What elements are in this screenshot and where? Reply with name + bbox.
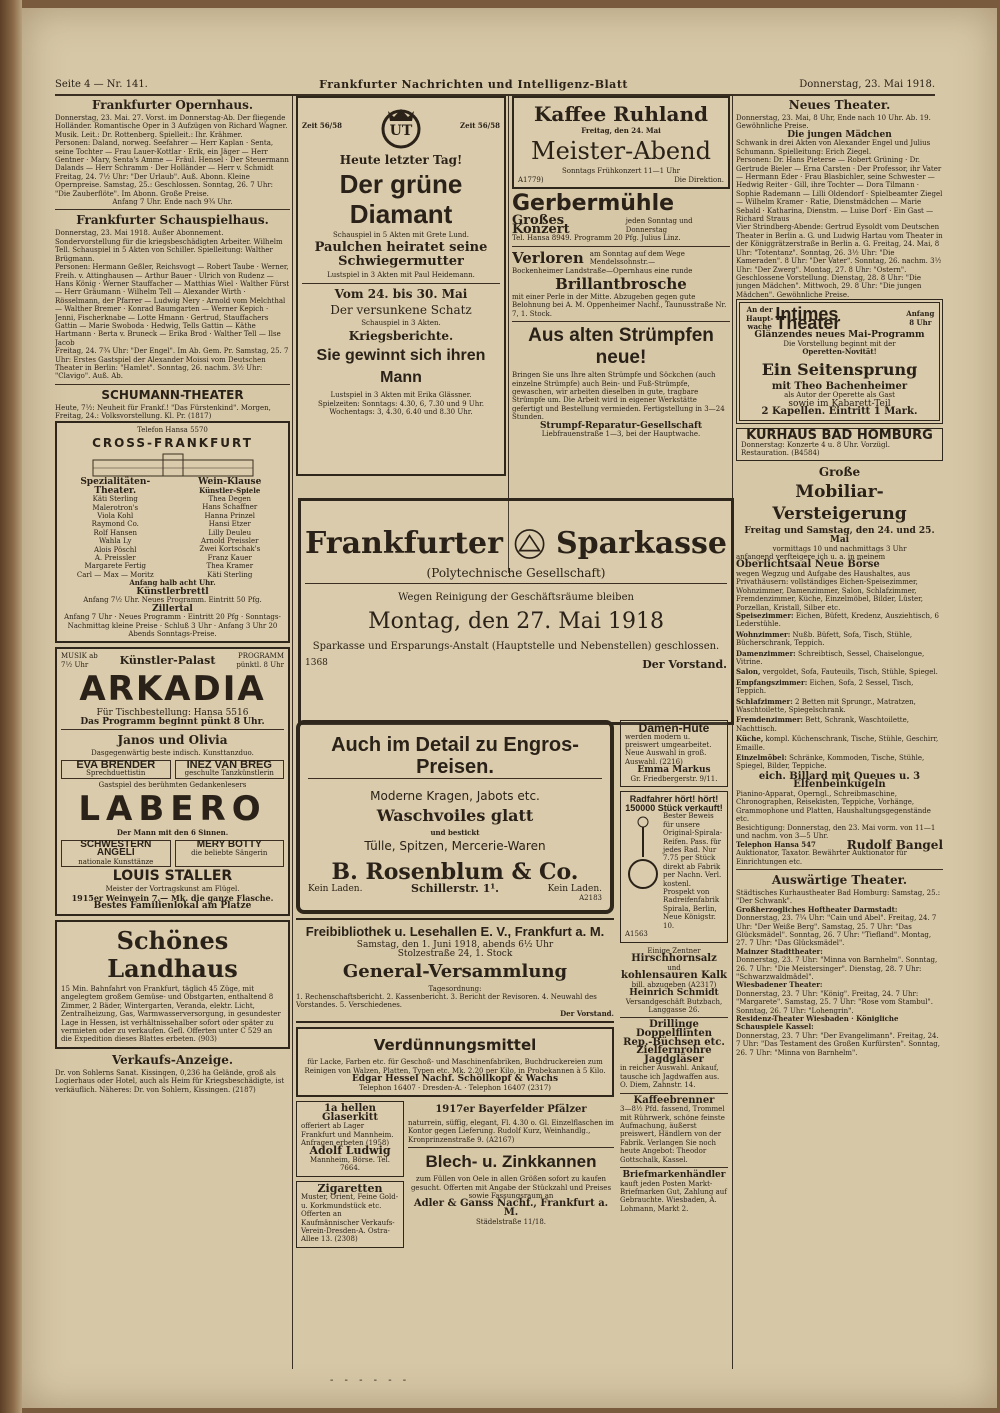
gerber-days: jeden Sonntag und Donnerstag — [625, 217, 693, 234]
kurhaus-ad — [736, 428, 943, 461]
mob-einzel: Einzelmöbel: — [736, 753, 787, 763]
gerber-tel: Tel. Hansa 8949. Programm 20 Pfg. Julius Linz. — [512, 234, 681, 243]
rosenblum: B. Rosenblum & Co. — [331, 859, 579, 886]
kaffee-sun: Sonntags Frühkonzert 11—1 Uhr — [561, 167, 681, 176]
kurhaus-title: KURHAUS BAD HOMBURG — [746, 427, 933, 443]
landhaus-title: Schönes Landhaus — [107, 925, 238, 983]
blech-ad — [408, 1151, 614, 1226]
mob-body: wegen Wegzug und Aufgabe des Haushaltes, aus Privathäusern: vollständiges Eichen-Speisezimmer, Wohnzimmer, Damenzimmer, Salon, Schlafzimmer, Fremdenzimmer, Küche, Einzelmöbel, Bilder, Lüster, Porzellan, Kristall, Silber etc. — [736, 569, 923, 612]
frei-list: 1. Rechenschaftsbericht. 2. Kassenbericht. 3. Bericht der Revisoren. 4. Neuwahl des Vorstandes. 5. Verschiedenes. — [296, 993, 597, 1010]
pfaelzer-body: naturrein, süffig, elegant, Fl. 4.30 o. Gl. Einzelflaschen im Kontor gegen Lieferung. Rudolf Kurz, Weinhandlg., Kronprinzenstraße 9. (A2167) — [408, 1119, 614, 1144]
weinwein: 1915er Weinwein 7.— Mk. die ganze Flasche. — [71, 892, 274, 903]
frei-date: Samstag, den 1. Juni 1918, abends 6½ Uhr — [356, 940, 554, 951]
spark-date: Montag, den 27. Mai 1918 — [368, 609, 664, 634]
column-rule — [292, 96, 293, 1369]
neues-title: Neues Theater. — [788, 98, 891, 112]
act: Carl — Max — Moritz — [76, 570, 154, 579]
telefon: Telefon Hansa 5570 — [137, 425, 208, 434]
sparkasse-ad — [298, 498, 734, 725]
seitensprung: Ein Seitensprung — [761, 359, 918, 379]
labero-top: Gastspiel des berühmten Gedankenlesers — [98, 780, 247, 789]
zigaretten-ad — [296, 1181, 404, 1248]
act: Alois Pöschl — [94, 545, 137, 554]
landhaus-ad — [55, 920, 290, 1049]
intimes-left: An der Haupt-wache — [746, 305, 774, 331]
labero: LABERO — [78, 789, 267, 830]
drillinge-ad — [620, 1021, 728, 1089]
kaffeebrenner-ad — [620, 1094, 728, 1164]
inez: INEZ VAN BREG — [186, 758, 272, 771]
schiller: Schillerstr. 1¹. — [411, 882, 499, 896]
verloren-ad — [512, 250, 730, 318]
verloren-top: am Sonntag auf dem Wege Mendelssohnstr.— — [589, 249, 685, 267]
page-number: Seite 4 — Nr. 141. — [55, 78, 148, 90]
mann: Sie gewinnt sich ihren Mann — [316, 347, 486, 387]
frei-tages: Tagesordnung: — [428, 984, 482, 993]
bachen: mit Theo Bachenheimer — [771, 380, 908, 392]
hessel: Edgar Hessel Nachf. Schöllkopf & Wachs — [351, 1074, 559, 1085]
act: Thea Kramer — [206, 562, 254, 571]
operetten: Operetten-Novität! — [802, 347, 877, 357]
mery: MERY BOTTY — [196, 838, 262, 850]
auction-tel: Telephon Hansa 547 — [736, 839, 816, 849]
issue-date: Donnerstag, 23. Mai 1918. — [799, 78, 935, 90]
ausw-kassel-list: Donnerstag, 23. 7 Uhr: "Der Evangelimann". Freitag, 24. 7 Uhr: "Das Testament des Großen Kurfürsten". Sonntag, 26. 7 Uhr: "Minna von Barnhelm". — [736, 1031, 940, 1057]
opera-persons: Personen: Daland, norweg. Seefahrer — Herr Kaplan · Senta, seine Tochter — Frau Lauer-Kottlar · Erik, ein Jäger — Herr Gentner · Mary, Senta's Amme — Fräul. Hensel · Der Steuermann Dalands — Herr Schramm · Der Holländer — Herr v. Schmidt — [55, 139, 289, 173]
wasch: Waschvoiles glatt — [376, 806, 534, 825]
spez-title: Spezialitäten-Theater. — [80, 477, 151, 496]
schauspiel-title: Frankfurter Schauspielhaus. — [76, 213, 269, 228]
act: Hansi Etzer — [208, 520, 251, 529]
column-2-lower — [296, 720, 614, 1369]
brief-ad — [620, 1171, 728, 1213]
meister-abend: Meister-Abend — [531, 137, 711, 166]
mob-date: Freitag und Samstag, den 24. und 25. Mai — [744, 526, 935, 545]
struempfe-co: Strumpf-Reparatur-Gesellschaft — [539, 420, 703, 431]
glaser-title: 1a hellen Glaserkitt — [321, 1103, 379, 1123]
act: A. Preissler — [94, 554, 136, 563]
divider — [512, 246, 730, 247]
mob-damen: Damenzimmer: — [736, 648, 796, 658]
gerber-title: Gerbermühle — [512, 191, 675, 217]
ut-logo-icon — [378, 103, 424, 149]
diamant-sub: Schauspiel in 5 Akten mit Grete Lund. — [332, 231, 469, 239]
schmidt-addr: Versandgeschäft Butzbach, Langgasse 26. — [625, 997, 723, 1014]
sparkasse-emblem-icon — [513, 524, 546, 564]
brosche-body: mit einer Perle in der Mitte. Abzugeben gegen gute Belohnung bei A. M. Oppenheimer Nachf., Taunusstraße Nr. 7, 1. Stock. — [512, 293, 727, 318]
schumann-ad — [55, 388, 290, 421]
hirsch-top: Einige Zentner — [647, 946, 701, 955]
labero-sub: Der Mann mit den 6 Sinnen. — [116, 828, 229, 838]
divider — [620, 1017, 728, 1018]
bangel-sub: Auktionator, Taxator. Bewährter Auktionator für Einrichtungen etc. — [736, 849, 907, 866]
schauspiel-more: Freitag, 24. 7¾ Uhr: "Der Engel". Im Ab. Gem. Pr. Samstag, 25. 7 Uhr: Erstes Gastspiel der Alexander Moissi vom Deutschen Theater in Berlin: "Hamlet". Sonntag, 26. nachm. 3½ Uhr: "Clavigo". Auß. Ab. — [55, 347, 289, 381]
neues-body: Donnerstag, 23. Mai, 8 Uhr, Ende nach 10 Uhr. Ab. 19. Gewöhnliche Preise. — [736, 114, 931, 131]
building-illustration — [73, 452, 273, 478]
arkadia-tel: Für Tischbestellung: Hansa 5516 — [96, 708, 249, 719]
ausw-wies: Wiesbadener Theater: — [736, 980, 823, 990]
zillertal: Zillertal — [152, 603, 193, 614]
ausw-kassel: Residenz-Theater Wiesbaden · Königliche Schauspiele Kassel: — [736, 1014, 899, 1032]
maedchen-persons: Personen: Dr. Hans Pieterse — Robert Grüning · Dr. Gertrude Bieler — Erna Carsten · Der Professor, ihr Vater — Hermann Eder · Frau Blasbichler, seine Schwester — Hedwig Reiter · Gill, ihre Tochter — Dora Tilmann · Sophie Rademann — Lilli Oldendorf · Spielbeamter Ziegel — Wilhelm Kramer · Ratie, Dienstmädchen — Marie Sebald · Katharina, Dienstm. — Luise Dorf · Ein Gast — Richard Straus — [736, 156, 943, 224]
zeit-left: Zeit 56/58 — [302, 120, 342, 130]
mob-fremd: Fremdenzimmer: — [736, 715, 804, 725]
ludwig: Adolf Ludwig — [309, 1144, 391, 1158]
mob-schlaf: Schlafzimmer: — [736, 696, 793, 706]
mann-sub: Lustspiel in 3 Akten mit Erika Glässner. — [330, 391, 472, 400]
verkauf-ad — [55, 1053, 290, 1094]
act: Rolf Hansen — [93, 528, 138, 537]
verkauf-body: Dr. von Sohlerns Sanat. Kissingen, 0,236 ha Gelände, groß als Logierhaus oder Hotel, auch als Heim für Kriegsbeschädigte, ist verkäuflich. Näheres: Dr. von Sohlern, Kissingen. (2187) — [55, 1068, 285, 1094]
inez-sub: geschulte Tanzkünstlerin — [184, 769, 274, 778]
column-3-top — [512, 96, 730, 495]
maedchen: Die jungen Mädchen — [787, 129, 892, 140]
eva: EVA BRENDER — [76, 758, 156, 771]
schauspiel-listing — [55, 213, 290, 380]
billard-sub: Pianino-Apparat, Operngl., Schreibmaschine, Chronographen, Reisekisten, Teppiche, Vorhänge, Grammophone und Platten, Haushaltungsgegenstände etc. — [736, 790, 931, 824]
act: Wahla Ly — [99, 537, 132, 546]
drill: Drillinge Doppelflinten Rep.-Büchsen etc. — [623, 1019, 725, 1048]
vorst: Die Vorstellung beginnt mit der — [783, 339, 896, 348]
glaser-body: offeriert ab Lager Frankfurt und Mannheim. Anfragen erbeten (1958) — [301, 1122, 394, 1148]
landhaus-body: 15 Min. Bahnfahrt von Frankfurt, täglich 45 Züge, mit angelegtem großem Gemüse- und Obstgarten, enthaltend 8 Zimmer, 2 Bäder, Wintergarten, Veranda, elektr. Licht, Zentralheizung, Gas, Warmwasserversorgung, in gesundester Lage in Hessen, ist verhältnissehalber sofort oder später zu vermieten oder zu verkaufen. Gefl. Offerten unter C 529 an die Expedition dieses Blattes erbeten. (903) — [61, 984, 281, 1044]
act: Zwei Kortschak's — [199, 545, 261, 554]
kaffee-dir: Die Direktion. — [674, 175, 724, 184]
spielzeiten: Spielzeiten: Sonntags: 4.30, 6, 7.30 und 9 Uhr. Wochentags: 3, 4.30, 6.40 und 8.30 Uhr. — [317, 399, 485, 417]
intimes-title: Intimes Theater — [775, 304, 841, 333]
spark-body: Sparkasse und Ersparungs-Anstalt (Hauptstelle und Nebenstellen) geschlossen. — [312, 641, 720, 652]
act: Thea Degen — [208, 495, 252, 503]
grosse: Große — [818, 465, 861, 480]
kein-laden-right: Kein Laden. — [547, 884, 602, 895]
vom: Vom 24. bis 30. Mai — [334, 286, 468, 301]
frei-title: Freibibliothek u. Lesehallen E. V., Frankfurt a. M. — [305, 924, 605, 940]
frei-gen: General-Versammlung — [342, 960, 568, 982]
ausw-mainz: Mainzer Stadttheater: — [736, 946, 823, 956]
hirsch-and: und — [667, 963, 681, 972]
diamant: Der grüne Diamant — [339, 169, 463, 229]
spez-list — [61, 495, 170, 579]
schwestern: SCHWESTERN ANGELI — [80, 838, 152, 859]
divider — [61, 729, 284, 730]
mob-anf: anfangend verfteigere ich u. a. in meinem — [736, 552, 886, 561]
kaffee-date: Freitag, den 24. Mai — [581, 126, 661, 135]
ut-logo-text: UT — [389, 123, 413, 139]
cyclist-illustration — [625, 812, 661, 892]
kragen: Moderne Kragen, Jabots etc. — [370, 789, 540, 803]
ut-cinema-ad — [296, 96, 506, 476]
bangel: Rudolf Bangel — [846, 837, 943, 852]
bachen-sub: als Autor der Operette als Gast — [784, 391, 895, 400]
adler-addr: Städelstraße 11/18. — [475, 1217, 546, 1226]
damen-title: Damen-Hüte — [638, 721, 710, 735]
radfahrer-ad — [620, 791, 728, 942]
billard: eich. Billard mit Queues u. 3 Elfenbeinkugeln — [758, 770, 921, 791]
rad-title: Radfahrer hört! hört! — [629, 794, 719, 805]
ausw-homburg: Städtisches Kurhaustheater Bad Homburg: Samstag, 25.: "Der Schwank". — [736, 888, 941, 906]
schwestern-sub: nationale Kunsttänze — [78, 857, 154, 866]
wein-list — [176, 495, 285, 579]
divider — [55, 384, 290, 385]
besicht: Besichtigung: Donnerstag, den 23. Mai vorm. von 11—1 und nachm. von 3—5 Uhr. — [736, 823, 936, 841]
schauspiel-persons: Personen: Hermann Geßler, Reichsvogt — Robert Taube · Werner, Freih. v. Attinghausen — Arthur Bauer · Ulrich von Rudenz — Hans König · Werner Stauffacher — Matthias Wiel · Walther Fürst — Herr Gräumann · Wilhelm Tell — Alexander Wirth · Rösselmann, der Pfarrer — Ludwig Nery · Arnold vom Melchthal — Walther Bremer · Konrad Baumgarten — Werner Kepich · Jenni, Fischerknabe — Lotte Hmann · Gertrud, Stauffachers Gattin — Marie Swoboda · Hedwig, Tells Gattin — Käthe Hartmann · Berta v. Bruneck — Erika Brod · Walther Tell — Ilse Jacob — [55, 263, 290, 347]
schauspiel-body: Donnerstag, 23. Mai 1918. Außer Abonnement. Sondervorstellung für die kriegsbeschädigten Arbeiter. Wilhelm Tell. Schauspiel in 5 Akten von Schiller. Spielleitung: Walther Brügmann. — [55, 229, 283, 263]
staller: LOUIS STALLER — [112, 868, 233, 885]
krieg: Kriegsberichte. — [348, 329, 454, 344]
arkadia-palast: Künstler-Palast — [119, 653, 216, 667]
kurhaus-sub: Donnerstag: Konzerte 4 u. 8 Uhr. Vorzügl. Restauration. (B4584) — [741, 440, 890, 457]
tuelle: Tülle, Spitzen, Mercerie-Waren — [364, 839, 546, 854]
mob-empf: Empfangszimmer: — [736, 677, 808, 687]
eva-sub: Sprechduettistin — [86, 769, 146, 778]
mob-salon: Salon, — [736, 667, 761, 677]
heute: Heute letzter Tag! — [339, 153, 463, 167]
act: Käti Sterling — [92, 495, 138, 504]
newspaper-title: Frankfurter Nachrichten und Intelligenz-Blatt — [319, 77, 628, 91]
rad-body: Bester Beweis für unsere Original-Spirala-Reifen. Pass. für jedes Rad. Nur 7.75 per Stück direkt ab Fabrik per Nachn. Verl. kostenl. Prospekt von Radreifenfabrik Spirala, Berlin, Neue Königstr. 10. — [663, 812, 723, 930]
paulchen-sub: Lustspiel in 3 Akten mit Paul Heidemann. — [327, 271, 475, 280]
damen-hute-ad — [620, 720, 728, 787]
cross-frankfurt-ad — [55, 421, 290, 644]
arkadia-title: ARKADIA — [79, 669, 266, 710]
hirsch: Hirschhornsalz — [631, 952, 717, 964]
blech-body: zum Füllen von Oele in allen Größen sofort zu kaufen gesucht. Offerten mit Angabe der Stückzahl und Preises sowie Fassungsraum an — [410, 1175, 612, 1201]
verd-title: Verdünnungsmittel — [373, 1036, 537, 1055]
anfang: Anfang halb acht Uhr. — [129, 578, 216, 588]
spark-code: 1368 — [305, 658, 328, 668]
wein-sub: Künstler-Spiele — [199, 485, 261, 495]
jagd: Jagdgläser — [644, 1053, 704, 1065]
mob-kueche: Küche, — [736, 734, 764, 744]
glaserkitt-ad — [296, 1101, 404, 1177]
act: Viola Kohl — [97, 512, 134, 520]
ludwig-sub: Mannheim, Börse. Tel. 7664. — [310, 1156, 390, 1173]
masthead — [55, 76, 935, 96]
spark-vorstand: Der Vorstand. — [642, 658, 727, 671]
act: Malerotron's — [92, 503, 139, 512]
paulchen: Paulchen heiratet seine Schwiegermutter — [314, 240, 488, 270]
schumann-body: Heute, 7½: Neuheit für Frankf.! "Das Fürstenkind". Morgen, Freitag, 24.: Volksvorstellung. Kl. Pr. (1817) — [55, 403, 271, 421]
arkadia-programm: PROGRAMM pünktl. 8 Uhr — [236, 652, 284, 669]
spark-sub: (Polytechnische Gesellschaft) — [426, 566, 606, 580]
struempfe-title: Aus alten Strümpfen neue! — [528, 325, 714, 369]
rosenblum-ad — [296, 720, 614, 914]
kaffee-code: A1779) — [518, 175, 544, 184]
ausw-mainz-list: Donnerstag, 23. 7 Uhr: "Minna von Barnhelm". Sonntag, 26. 7 Uhr: "Die Meistersinger". Dienstag, 28. 7 Uhr: "Schwarzwaldmädel". — [736, 956, 938, 981]
act: Franz Kauer — [207, 553, 252, 562]
struempfe-ad — [512, 325, 730, 438]
hessel-sub: Telephon 16407 · Dresden-A. · Telephon 16407 (2317) — [358, 1083, 552, 1092]
arkadia-prog: Das Programm beginnt pünkt 8 Uhr. — [80, 716, 265, 727]
column-1 — [55, 96, 290, 1369]
ausw-title: Auswärtige Theater. — [771, 872, 908, 887]
spark-wegen: Wegen Reinigung der Geschäftsräume bleiben — [398, 592, 634, 603]
rad-code: A1563 — [625, 930, 648, 939]
kohlen: kohlensauren Kalk — [621, 969, 727, 981]
column-4 — [736, 96, 943, 1369]
act: Hans Schaffner — [202, 503, 258, 512]
spark-title-left: Frankfurter — [305, 526, 503, 561]
engros: Auch im Detail zu Engros-Preisen. — [308, 734, 602, 779]
blech-title: Blech- u. Zinkkannen — [425, 1152, 597, 1172]
footer-marks: - - - - - - — [330, 1375, 411, 1386]
bestes: Bestes Familienlokal am Platze — [93, 901, 252, 912]
arkadia-musik: MUSIK ab 7½ Uhr — [61, 652, 98, 669]
zig-title: Zigaretten — [317, 1181, 383, 1195]
schatz: Der versunkene Schatz — [330, 302, 472, 317]
pfaelzer-ad — [408, 1103, 614, 1144]
column-3-lower — [620, 720, 728, 1369]
mobiliar-ad: Große Mobiliar-Versteigerung Freitag und Samstag, den 24. und 25. Mai vormittags 10 und nachmittags 3 Uhr anfangend verfteigere ich u. a. in meinem Oberlichtsaal Neue Börse wegen Wegzug und Aufgabe des Haushaltes, aus Privathäusern: vollständiges Eichen-Speisezimmer, Wohnzimmer, Damenzimmer, Salon, Schlafzimmer, Fremdenzimmer, Küche, Einzelmöbel, Bilder, Lüster, Porzellan, Kristall, Silber etc. Speisezimmer: Eichen, Büfett, Kredenz, Ausziehtisch, 6 Lederstühle. Wohnzimmer: Nußb. Büfett, Sofa, Tisch, Stühle, Bücherschrank, Teppich. Damenzimmer: Schreibtisch, Sessel, Chaiselongue, Vitrine. Salon, vergoldet, Sofa, Fauteuils, Tisch, Stühle, Spiegel. Empfangszimmer: Eichen, Sofa, 2 Sessel, Tisch, Teppich. Schlafzimmer: 2 Betten mit Sprungr., Matratzen, Waschtoilette, Spiegelschrank. Fremdenzimmer: Bett, Schrank, Waschtoilette, Nachttisch. Küche, kompl. Küchenschrank, Tische, Stühle, Geschirr, Emaille. Einzelmöbel: Schränke, Kommoden, Tische, Stühle, Spiegel, Bilder, Teppiche. eich. Billard mit Queues u. 3 Elfenbeinkugeln Pianino-Apparat, Operngl., Schreibmaschine, Chronographen, Reisekisten, Teppiche, Vorhänge, Grammophone und Platten, Haushaltungsgegenstände etc. Besichtigung: Donnerstag, den 23. Mai vorm. von 11—1 und nachm. von 3—5 Uhr. Telephon Hansa 547 Rudolf Bangel Auktionator, Taxator. Bewährter Auktionator für Einrichtungen etc. — [736, 465, 943, 866]
rad-big: 150000 Stück verkauft! — [625, 802, 723, 813]
pfaelzer-title: 1917er Bayerfelder Pfälzer — [435, 1104, 587, 1116]
gerber-konz: Großes Konzert — [512, 213, 570, 237]
kuenstlerbrettl: Künstlerbrettl — [136, 586, 209, 597]
spark-title-right: Sparkasse — [556, 526, 727, 561]
abends: Abends Sonntags-Preise. — [128, 630, 217, 639]
zillertal-times: Anfang 7 Uhr · Neues Programm · Eintritt 20 Pfg · Sonntags-Nachmittag kleine Preise · Schluß 3 Uhr · Anfang 3 Uhr 20 — [64, 613, 281, 630]
divider — [620, 1167, 728, 1168]
divider — [512, 321, 730, 322]
emma: Emma Markus — [637, 765, 711, 776]
maedchen-sub: Schwank in drei Akten von Alexander Engel und Julius Schumann. Spielleitung: Erich Ziegel. — [736, 139, 931, 156]
mob-lokal: Oberlichtsaal Neue Börse — [736, 559, 880, 571]
kein-laden-left: Kein Laden. — [308, 884, 363, 895]
kaffeebrenner-body: 3—8½ Pfd. fassend, Trommel mit Rührwerk, schöne feinste Aufmachung, äußerst preiswert, Händlern von der Fabrik. Verlangen Sie noch heute Angebot: Theodor Gottschalk, Kassel. — [620, 1105, 725, 1164]
struempfe-addr: Liebfrauenstraße 1—3, bei der Hauptwache. — [541, 430, 701, 439]
act: Lilly Deuleu — [208, 528, 252, 537]
frei-addr: Stolzestraße 24, 1. Stock — [397, 949, 513, 959]
book-binding — [0, 0, 22, 1413]
mery-sub: die beliebte Sängerin — [191, 849, 268, 858]
divider — [302, 283, 500, 284]
kohlen-body: bill. abzugeben (A2317) — [631, 980, 717, 989]
freibibliothek-ad — [296, 918, 614, 1023]
act: Arnold Preissler — [201, 537, 259, 546]
act: Käti Sterling — [207, 570, 253, 579]
glaenz: Glänzendes neues Mai-Programm — [754, 330, 925, 341]
wein-title: Wein-Klause — [198, 477, 262, 487]
brief: Briefmarkenhändler — [622, 1169, 726, 1180]
neues-theater-listing — [736, 98, 943, 299]
act: Margarete Fertig — [84, 562, 146, 571]
janos-sub: Dasgegenwärtig beste indisch. Kunsttanzduo. — [91, 749, 254, 758]
gerbermuehle-ad — [512, 193, 730, 243]
schumann-title: SCHUMANN-THEATER — [101, 387, 244, 402]
ausw-darm: Großherzogliches Hoftheater Darmstadt: — [736, 904, 898, 914]
zeit-right: Zeit 56/58 — [460, 120, 500, 130]
jagd-body: in reicher Auswahl. Ankauf, tausche ich Jagdwaffen aus. O. Diem, Zahnstr. 14. — [620, 1064, 720, 1090]
intimes-right: Anfang 8 Uhr — [906, 309, 935, 327]
divider — [736, 869, 943, 870]
opera-body: Donnerstag, 23. Mai. 27. Vorst. im Donnerstag-Ab. Der fliegende Holländer. Romantische Oper in 3 Aufzügen von Richard Wagner. Musik. Leit.: Dr. Rottenberg. Spielleit.: Ihr. Krähmer. — [55, 114, 288, 139]
mobiliar-title: Mobiliar-Versteigerung — [772, 482, 907, 525]
kaffee-title: Kaffee Ruhland — [534, 102, 708, 126]
staller-sub: Meister der Vortragskunst am Flügel. — [105, 885, 240, 894]
act: Hanna Prinzel — [204, 511, 256, 520]
neues-more: Vier Strindberg-Abende: Gertrud Eysoldt vom Deutschen Theater in Berlin a. G. und Ludwig Hartau vom Theater in der Königgrätzerstraße in Berlin a. G. Freitag, 24. Mai, 8 Uhr: "Totentanz". Sonntag, 26. 3½ Uhr: "Die Kameraden". 8 Uhr: "Der Vater". Sonntag, 26. nachm. 3½ Uhr: "Der Zwerg". Montag, 27. 8 Uhr: "Ostern". Geschlossene Vorstellung. Dienstag, 28. 8 Uhr: "Die jungen Mädchen". Mittwoch, 29. 8 Uhr: "Die jungen Mädchen". Gewöhnliche Preise. — [736, 223, 943, 299]
kapellen: 2 Kapellen. Eintritt 1 Mark. — [761, 406, 918, 418]
kabarett: sowie im Kabarett-Teil — [788, 398, 891, 409]
ausw-darm-list: Donnerstag, 23. 7¼ Uhr: "Cain und Abel". Freitag, 24. 7 Uhr: "Der Weiße Berg". Samstag, 25. 7 Uhr: "Das Glücksmädel". Sonntag, 26. 7 Uhr: "Tiefland". Montag, 27. 7 Uhr: "Das Glücksmädel". — [736, 914, 937, 948]
ziel: Zielfernrohre — [636, 1045, 712, 1057]
mob-speise: Speisezimmer: — [736, 610, 794, 620]
damen-body: werden modern u. preiswert umgearbeitet. Neue Auswahl in groß. Auswahl. (2216) — [625, 732, 712, 766]
hirsch-ad — [620, 947, 728, 1015]
kaffee-ruhland-ad — [512, 96, 730, 189]
schmidt: Heinrich Schmidt — [629, 987, 719, 998]
brief-body: kauft jeden Posten Markt-Briefmarken Gut, Zahlung auf Gebrauchte. Wiesbaden, A. Lohmann, Markt 2. — [620, 1179, 727, 1213]
adler: Adler & Ganss Nachf., Frankfurt a. M. — [413, 1198, 609, 1219]
intimes-theater-ad — [736, 299, 943, 424]
column-2-top — [296, 96, 506, 495]
divider — [305, 583, 727, 584]
janos: Janos und Olivia — [117, 733, 228, 748]
frei-vorstand: Der Vorstand. — [560, 1008, 614, 1018]
verduennung-ad — [296, 1027, 614, 1097]
divider — [55, 209, 290, 210]
opera-times: Anfang 7 Uhr. Ende nach 9¾ Uhr. — [112, 198, 233, 207]
column-rule — [732, 96, 733, 1369]
ausw-wies-list: Donnerstag, 23. 7 Uhr: "König". Freitag, 24. 7 Uhr: "Margarete". Samstag, 25. 7 Uhr: "Rose vom Stambul". Sonntag, 26. 7 Uhr: "Lohengrin". — [736, 989, 933, 1015]
opera-more: Freitag, 24. 7½ Uhr: "Der Urlaub". Auß. Abonn. Kleine Opernpreise. Samstag, 25.: Geschlossen. Sonntag, 26. 7 Uhr: "Die Zauberflöte". Im Abonn. Große Preise. — [55, 172, 274, 198]
struempfe-body: Bringen Sie uns Ihre alten Strümpfe und Söckchen (auch einzelne Strümpfe) auch Bein- und Fuß-Strümpfe, gewaschen, wir arbeiten dieselben in gute, tragbare Strümpfe um. Die Arbeit wird in eigener Werkstätte gefertigt und Bestellung vermieden. Fertigstellung in 3—24 Stunden. — [512, 371, 725, 422]
verkauf-title: Verkaufs-Anzeige. — [111, 1052, 234, 1067]
kaffeebrenner: Kaffeebrenner — [633, 1094, 715, 1106]
bestickt: und bestickt — [430, 828, 480, 837]
divider — [408, 1147, 614, 1148]
auswaertige-listing — [736, 873, 943, 1057]
kuenstler-times: Anfang 7½ Uhr. Neues Programm. Eintritt 50 Pfg. — [83, 596, 262, 605]
opera-title: Frankfurter Opernhaus. — [91, 98, 253, 112]
act: Raymond Co. — [91, 520, 139, 529]
verloren-body: Bockenheimer Landstraße—Opernhaus eine runde — [512, 266, 693, 275]
verloren-title: Verloren — [512, 248, 584, 267]
emma-addr: Gr. Friedbergerstr. 9/11. — [630, 774, 718, 783]
opera-listing — [55, 98, 290, 206]
cross-title: CROSS-FRANKFURT — [92, 436, 253, 450]
verd-body: für Lacke, Farben etc. für Geschoß- und Maschinenfabriken, Buchdruckereien zum Reinigen von Walzen, Platten, Typen etc. Mk. 2.20 per Kilo, in Probekannen à 5 Kilo. — [304, 1058, 606, 1075]
brosche: Brillantbrosche — [555, 275, 687, 294]
schatz-sub: Schauspiel in 3 Akten. — [361, 318, 441, 327]
arkadia-ad — [55, 647, 290, 915]
mob-wohn: Wohnzimmer: — [736, 629, 791, 639]
divider — [620, 1093, 728, 1094]
rosen-code: A2183 — [579, 894, 602, 902]
mob-times: vormittags 10 und nachmittags 3 Uhr — [772, 544, 907, 553]
zig-body: Muster, Orient, Feine Gold- u. Korkmundstück etc. Offerten an Kaufmännischer Verkaufs-Verein-Dresden-A. Ostra-Allee 13. (2308) — [301, 1193, 399, 1244]
